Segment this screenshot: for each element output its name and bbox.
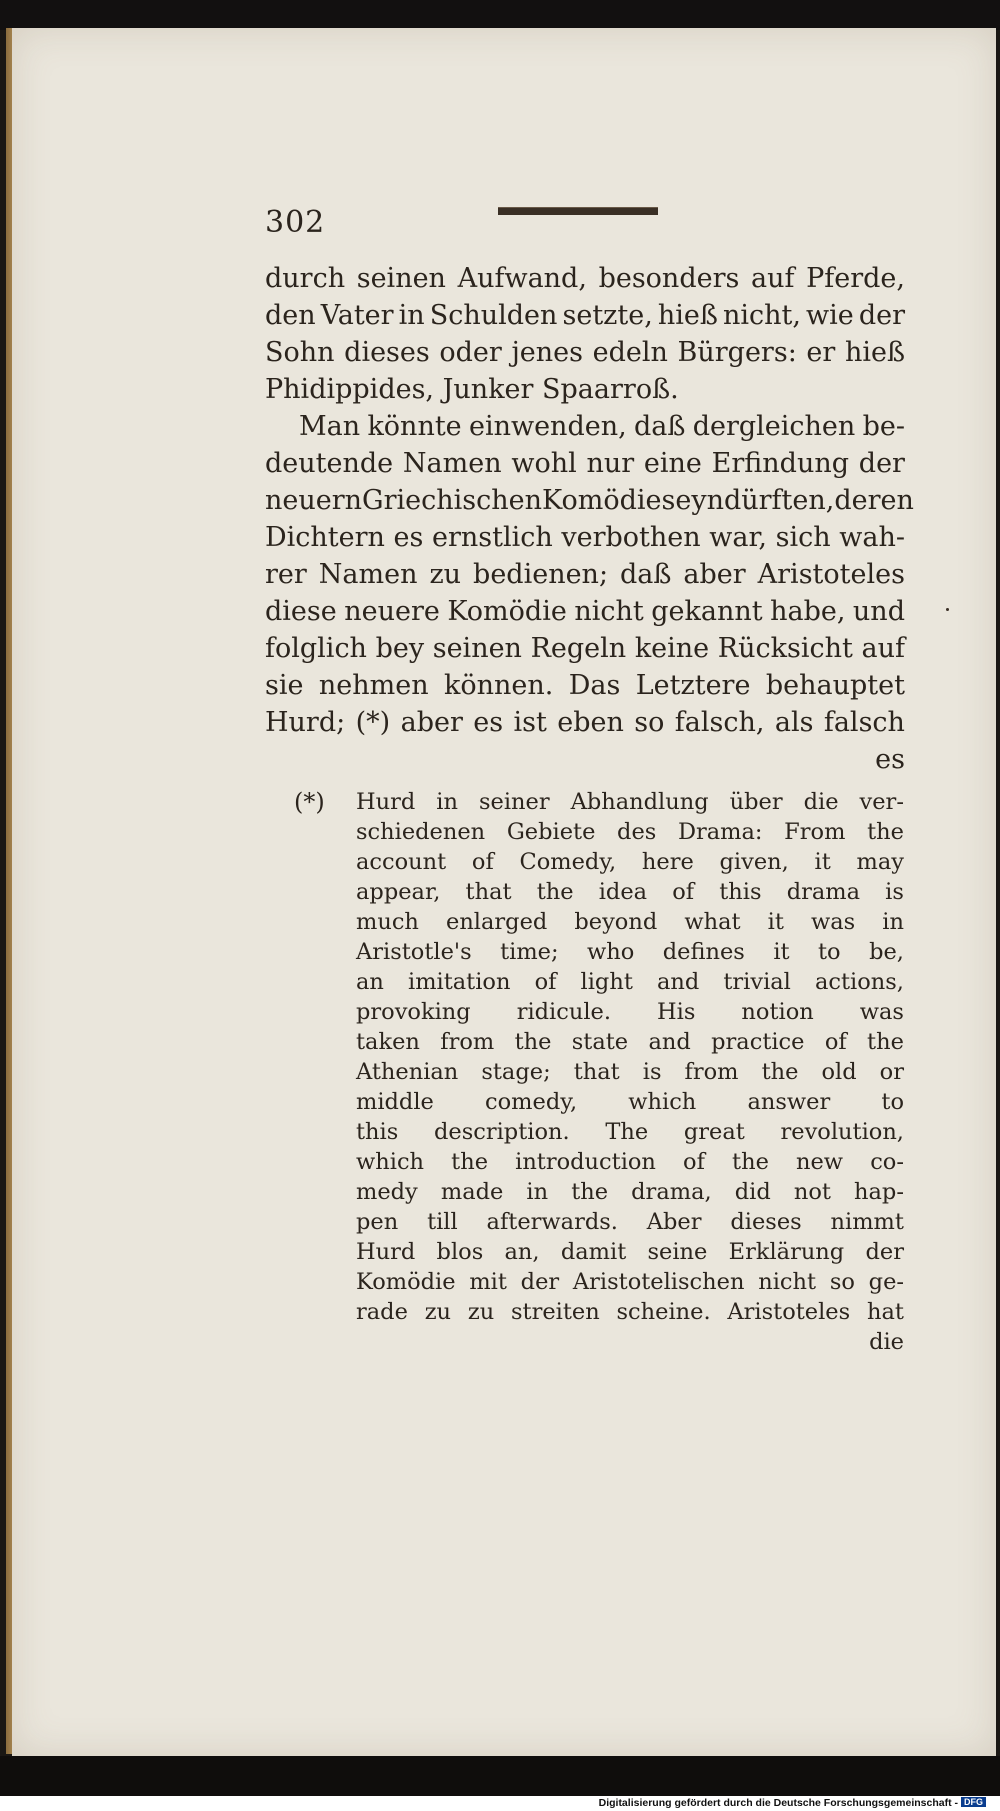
footnote-line: provoking ridicule. His notion was: [356, 999, 904, 1025]
footnote-line: this description. The great revolution,: [356, 1119, 904, 1145]
footnote-mark: (*): [294, 788, 325, 816]
text-line: rer Namen zu bedienen; daß aber Aristoteles: [265, 559, 905, 590]
ink-speck: [946, 608, 949, 611]
footnote-line: an imitation of light and trivial actions,: [356, 969, 904, 995]
text-line: diese neuere Komödie nicht gekannt habe, und: [265, 596, 905, 627]
footnote-line: pen till afterwards. Aber dieses nimmt: [356, 1209, 904, 1235]
text-line: deutende Namen wohl nur eine Erfindung der: [265, 448, 905, 479]
footnote-text: [356, 787, 904, 1357]
scan-bottom-border: [0, 1756, 1000, 1796]
text-line: Dichtern es ernstlich verbothen war, sich wah-: [265, 522, 905, 553]
footnote-line: taken from the state and practice of the: [356, 1029, 904, 1055]
footnote-line: Athenian stage; that is from the old or: [356, 1059, 904, 1085]
header-ornament-rule: [498, 207, 658, 215]
text-line: Hurd; (*) aber es ist eben so falsch, als falsch: [265, 707, 905, 738]
footnote-line: Hurd blos an, damit seine Erklärung der: [356, 1239, 904, 1265]
footnote-line: account of Comedy, here given, it may: [356, 849, 904, 875]
footnote-line: medy made in the drama, did not hap-: [356, 1179, 904, 1205]
footnote-catchword: die: [869, 1329, 904, 1355]
dfg-logo: DFG: [961, 1797, 986, 1807]
footnote-line: appear, that the idea of this drama is: [356, 879, 904, 905]
text-line: den Vater in Schulden setzte, hieß nicht, wie der: [265, 300, 905, 331]
catchword: es: [875, 744, 905, 775]
text-line: Sohn dieses oder jenes edeln Bürgers: er hieß: [265, 337, 905, 368]
footer-credit-text: Digitalisierung gefördert durch die Deutsche Forschungsgemeinschaft -: [598, 1797, 958, 1809]
text-line: durch seinen Aufwand, besonders auf Pferde,: [265, 263, 905, 294]
text-line: sie nehmen können. Das Letztere behauptet: [265, 670, 905, 701]
footnote-line: middle comedy, which answer to: [356, 1089, 904, 1115]
footnote-line: which the introduction of the new co-: [356, 1149, 904, 1175]
page-number: 302: [265, 205, 326, 240]
text-line: folglich bey seinen Regeln keine Rücksicht auf: [265, 633, 905, 664]
scan-top-border: [0, 0, 1000, 30]
footnote-line: Aristotle's time; who defines it to be,: [356, 939, 904, 965]
footer-credit: [599, 1797, 986, 1809]
text-line: Phidippides, Junker Spaarroß.: [265, 374, 679, 405]
main-text: [265, 260, 914, 778]
text-line: neuern Griechischen Komödie seyn dürften, deren: [265, 485, 914, 516]
footnote-line: rade zu zu streiten scheine. Aristoteles hat: [356, 1299, 904, 1325]
footnote-line: Hurd in seiner Abhandlung über die ver-: [356, 789, 904, 815]
footnote-line: Komödie mit der Aristotelischen nicht so ge-: [356, 1269, 904, 1295]
footnote-line: schiedenen Gebiete des Drama: From the: [356, 819, 904, 845]
text-line: Man könnte einwenden, daß dergleichen be-: [299, 411, 905, 442]
footnote-line: much enlarged beyond what it was in: [356, 909, 904, 935]
